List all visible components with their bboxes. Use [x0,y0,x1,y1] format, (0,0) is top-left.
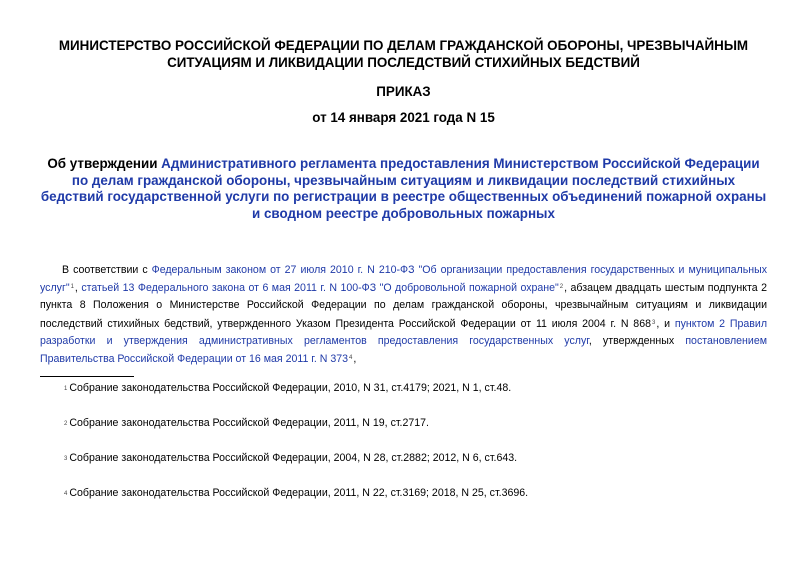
body-text-5: , утвержденных [588,334,686,347]
footnote-ref-2[interactable]: 2 [559,284,564,291]
footnote-1 [64,381,764,396]
footnote-ref-4[interactable]: 4 [349,355,353,362]
title-prefix: Об утверждении [47,156,162,171]
agency-line-1: МИНИСТЕРСТВО РОССИЙСКОЙ ФЕДЕРАЦИИ ПО ДЕЛАМ ГРАЖДАНСКОЙ ОБОРОНЫ, ЧРЕЗВЫЧАЙНЫМ [58,38,749,53]
order-label: ПРИКАЗ [376,84,431,99]
footnote-4 [64,486,764,501]
footnote-2-text: Собрание законодательства Российской Федерации, 2011, N 19, ст.2717. [69,417,429,429]
footnote-ref-1[interactable]: 1 [70,284,74,291]
agency-name [40,37,767,71]
agency-line-2: СИТУАЦИЯМ И ЛИКВИДАЦИИ ПОСЛЕДСТВИЙ СТИХИЙНЫХ БЕДСТВИЙ [167,55,640,70]
footnote-2 [64,416,764,431]
rules-point-2-link[interactable]: пунктом 2 Правил разработки и утверждения административных регламентов предоставления государственных услуг [40,317,768,347]
body-text-2: , [74,282,82,295]
document-title [40,156,767,222]
body-text-4: , и [656,317,675,330]
footnote-3-number: 3 [64,456,68,462]
order-date-number: от 14 января 2021 года N 15 [312,110,495,125]
law-210-fz-link[interactable]: Федеральным законом от 27 июля 2010 г. N 210-ФЗ "Об организации предоставления государственных и муниципальных услуг" [40,264,767,295]
body-text-6: , [353,353,357,366]
footnote-1-text: Собрание законодательства Российской Федерации, 2010, N 31, ст.4179; 2021, N 1, ст.48. [69,382,512,394]
government-resolution-link[interactable]: постановлением Правительства Российской Федерации от 16 мая 2011 г. N 373 [40,334,768,366]
footnote-4-text: Собрание законодательства Российской Федерации, 2011, N 22, ст.3169; 2018, N 25, ст.3696. [69,487,529,499]
footnote-3 [64,451,764,466]
title-regulation-link[interactable]: Административного регламента предоставления Министерством Российской Федерации по делам гражданской обороны, чрезвычайным ситуациям и ликвидации последствий стихийных бедствий государственной услуги по регистрации в реестре общественных объединений пожарной охраны и сводном реестре добровольных пожарных [40,156,767,221]
footnote-ref-3[interactable]: 3 [651,319,656,326]
footnote-2-number: 2 [64,421,68,427]
footnote-3-text: Собрание законодательства Российской Федерации, 2004, N 28, ст.2882; 2012, N 6, ст.643. [69,452,518,464]
law-100-fz-link[interactable]: статьей 13 Федерального закона от 6 мая 2011 г. N 100-ФЗ "О добровольной пожарной охране" [81,282,559,295]
footnote-1-number: 1 [64,386,68,392]
body-text-3: , абзацем двадцать шестым подпункта 2 пункта 8 Положения о Министерстве Российской Федерации по делам гражданской обороны, чрезвычайным ситуациям и ликвидации последствий стихийных бедствий, утвержденного Указом Президента Российской Федерации от 11 июля 2004 г. N 868 [40,282,767,330]
body-text-1: В соответствии с [62,264,152,276]
footnote-4-number: 4 [64,491,68,497]
footnote-divider [40,376,134,377]
preamble-paragraph [40,262,767,368]
